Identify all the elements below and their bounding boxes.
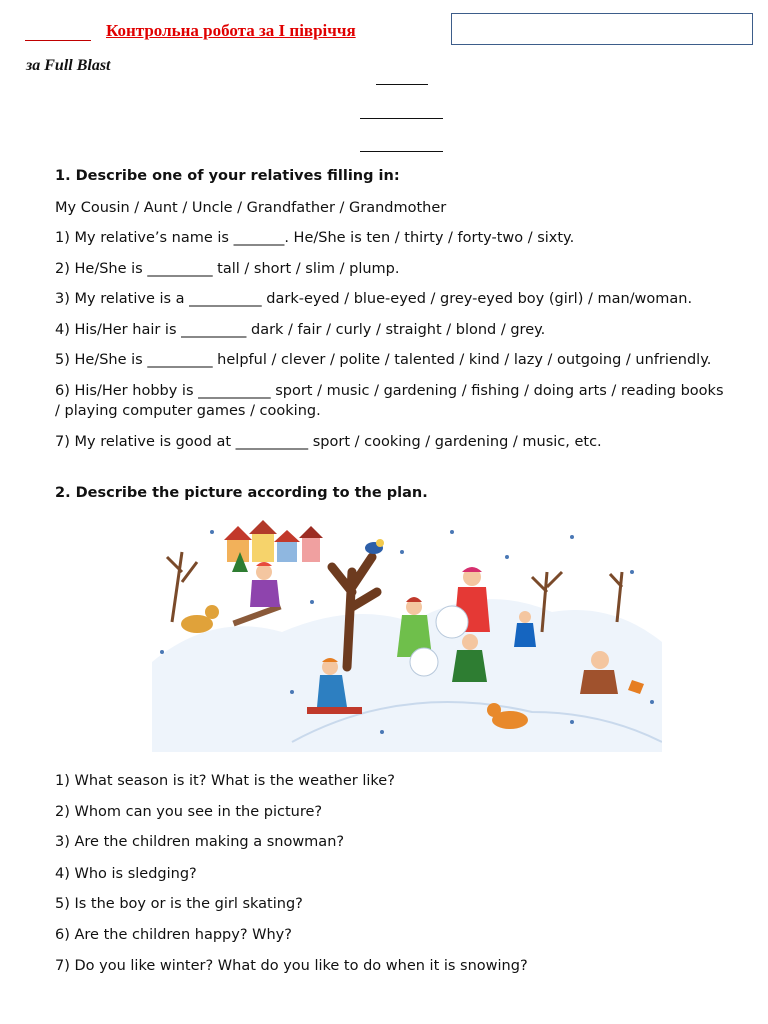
section1-item: 4) His/Her hair is _________ dark / fair / curly / straight / blond / grey. xyxy=(55,322,546,338)
winter-scene-illustration xyxy=(152,512,662,752)
section2-question: 3) Are the children making a snowman? xyxy=(55,834,345,850)
page-title: Контрольна робота за І півріччя xyxy=(106,21,356,40)
section1-heading: 1. Describe one of your relatives filling in: xyxy=(55,168,400,184)
section1-item: 7) My relative is good at __________ sport / cooking / gardening / music, etc. xyxy=(55,434,602,450)
section1-item: 2) He/She is _________ tall / short / slim / plump. xyxy=(55,261,400,277)
section1-item: 5) He/She is _________ helpful / clever / polite / talented / kind / lazy / outgoing / unfriendly. xyxy=(55,352,712,368)
section2-question: 6) Are the children happy? Why? xyxy=(55,927,292,943)
section1-item: 1) My relative’s name is _______. He/She is ten / thirty / forty-two / sixty. xyxy=(55,230,575,246)
section2-question: 4) Who is sledging? xyxy=(55,866,197,882)
blank-line-1 xyxy=(376,84,428,85)
section2-question: 2) Whom can you see in the picture? xyxy=(55,804,323,820)
section2-heading: 2. Describe the picture according to the plan. xyxy=(55,485,428,501)
section1-item: 6) His/Her hobby is __________ sport / music / gardening / fishing / doing arts / reading books xyxy=(55,383,724,399)
title-prefix-underline xyxy=(25,40,91,41)
name-input-box[interactable] xyxy=(451,13,753,45)
section2-question: 7) Do you like winter? What do you like to do when it is snowing? xyxy=(55,958,528,974)
section2-question: 5) Is the boy or is the girl skating? xyxy=(55,896,303,912)
page-subtitle: за Full Blast xyxy=(26,57,111,74)
section2-question: 1) What season is it? What is the weather like? xyxy=(55,773,395,789)
blank-line-2 xyxy=(360,118,443,119)
section1-item: 3) My relative is a __________ dark-eyed / blue-eyed / grey-eyed boy (girl) / man/woman. xyxy=(55,291,693,307)
section1-options: My Cousin / Aunt / Uncle / Grandfather / Grandmother xyxy=(55,200,447,216)
blank-line-3 xyxy=(360,151,443,152)
section1-item-continued: / playing computer games / cooking. xyxy=(55,403,321,419)
